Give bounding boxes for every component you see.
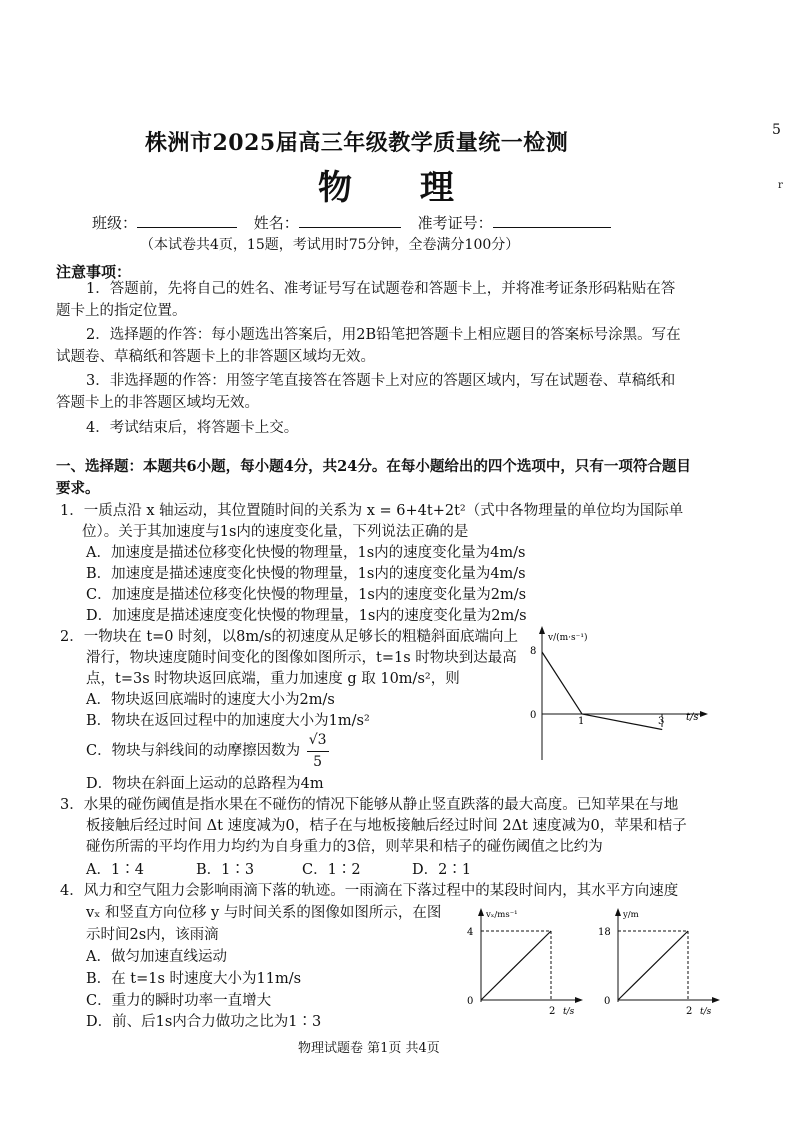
fraction-numerator: √3 [307, 730, 329, 752]
name-blank[interactable] [299, 213, 401, 228]
q2-option-c-fraction [307, 730, 329, 773]
fraction-denominator: 5 [313, 754, 323, 770]
q2-stem-line3: 点，t=3s 时物块返回底端，重力加速度 g 取 10m/s²，则 [86, 671, 460, 687]
q2-xtick-1: 1 [578, 716, 585, 727]
q4b-xtick-2: 2 [686, 1006, 693, 1016]
q4a-vx-line [481, 931, 551, 1000]
page-edge-number: 5 [772, 122, 781, 138]
q4-stem-line1: 4．风力和空气阻力会影响雨滴下落的轨迹。一雨滴在下落过程中的某段时间内，其水平方向速度 [60, 883, 679, 899]
q2-option-a: A．物块返回底端时的速度大小为2m/s [86, 692, 335, 708]
q3-stem-line1: 3．水果的碰伤阈值是指水果在不碰伤的情况下能够从静止竖直跌落的最大高度。已知苹果在与地 [60, 797, 679, 813]
subject-title: 物 理 [318, 168, 482, 208]
q4b-ytick-0: 0 [604, 996, 611, 1007]
q2-option-c [86, 730, 329, 773]
q3-option-a: A．1∶4 [86, 862, 144, 878]
exam-info: （本试卷共4页，15题，考试用时75分钟，全卷满分100分） [140, 237, 520, 253]
q4b-ytick-18: 18 [598, 927, 611, 938]
q2-ytick-0: 0 [530, 710, 537, 721]
q1-stem-line1: 1．一质点沿 x 轴运动，其位置随时间的关系为 x = 6+4t+2t²（式中各物理量的单位均为国际单 [60, 503, 684, 519]
section-1-heading: 一、选择题：本题共6小题，每小题4分，共24分。在每小题给出的四个选项中，只有一项符合题目要求。 [56, 458, 691, 497]
q4-stem-line3: 示时间2s内，该雨滴 [86, 927, 219, 943]
q3-option-d: D．2∶1 [412, 862, 472, 878]
q4-option-c: C．重力的瞬时功率一直增大 [86, 993, 272, 1009]
q4b-ylabel: y/m [623, 910, 639, 920]
q2-stem-line2: 滑行，物块速度随时间变化的图像如图所示，t=1s 时物块到达最高 [86, 650, 517, 666]
q4-option-d: D．前、后1s内合力做功之比为1∶3 [86, 1014, 322, 1030]
page-footer: 物理试题卷 第1页 共4页 [298, 1041, 440, 1056]
q2-y-arrow [539, 626, 545, 634]
q3-option-b: B．1∶3 [196, 862, 255, 878]
q3-stem-line2: 板接触后经过时间 Δt 速度减为0，桔子在与地板接触后经过时间 2Δt 速度减为0，苹果和桔子 [86, 818, 687, 834]
q2-velocity-line [542, 652, 665, 730]
q1-option-a: A．加速度是描述位移变化快慢的物理量，1s内的速度变化量为4m/s [86, 545, 526, 561]
q4a-ytick-4: 4 [467, 927, 474, 938]
q2-xlabel: t/s [686, 712, 699, 723]
q4-option-a: A．做匀加速直线运动 [86, 949, 227, 965]
q2-stem-line1: 2．一物块在 t=0 时刻，以8m/s的初速度从足够长的粗糙斜面底端向上 [60, 629, 518, 645]
student-info-fields [92, 212, 611, 233]
exam-id-label: 准考证号： [417, 214, 493, 232]
q4b-y-line [618, 931, 688, 1000]
q4b-xlabel: t/s [700, 1007, 712, 1016]
q4-vx-graph [455, 904, 585, 1016]
q4a-ylabel: vₓ/ms⁻¹ [486, 910, 518, 920]
q2-vt-graph [520, 624, 720, 764]
q1-option-d: D．加速度是描述速度变化快慢的物理量，1s内的速度变化量为2m/s [86, 608, 527, 624]
q1-stem-line2: 位）。关于其加速度与1s内的速度变化量，下列说法正确的是 [82, 524, 469, 540]
q4a-ytick-0: 0 [467, 996, 474, 1007]
q4b-x-arrow [712, 997, 720, 1003]
class-blank[interactable] [137, 213, 237, 228]
page-edge-mark: r [778, 180, 783, 191]
q2-option-b: B．物块在返回过程中的加速度大小为1m/s² [86, 713, 370, 729]
q3-stem-line3: 碰伤所需的平均作用力均约为自身重力的3倍，则苹果和桔子的碰伤阈值之比约为 [86, 839, 603, 855]
q2-option-d: D．物块在斜面上运动的总路程为4m [86, 776, 324, 792]
name-label: 姓名： [253, 214, 299, 232]
q4b-y-arrow [615, 908, 621, 916]
q2-option-c-text: C．物块与斜线间的动摩擦因数为 [86, 743, 301, 759]
q4-y-graph [592, 904, 722, 1016]
q2-xtick-3: 3 [658, 716, 665, 727]
q4a-xlabel: t/s [563, 1007, 575, 1016]
q2-x-arrow [700, 711, 708, 717]
exam-id-blank[interactable] [493, 213, 611, 228]
notice-item-3: 3．非选择题的作答：用签字笔直接答在答题卡上对应的答题区域内，写在试题卷、草稿纸和答题卡上的非答题区域均无效。 [56, 373, 676, 411]
q4a-xtick-2: 2 [549, 1006, 556, 1016]
q4-option-b: B．在 t=1s 时速度大小为11m/s [86, 971, 302, 987]
q2-ylabel: v/(m·s⁻¹) [548, 633, 588, 643]
q4-stem-line2: vₓ 和竖直方向位移 y 与时间关系的图像如图所示，在图 [86, 905, 442, 921]
notice-item-1: 1．答题前，先将自己的姓名、准考证号写在试题卷和答题卡上，并将准考证条形码粘贴在答题卡上的指定位置。 [56, 281, 676, 319]
q4a-y-arrow [478, 908, 484, 916]
q3-option-c: C．1∶2 [302, 862, 361, 878]
q2-ytick-8: 8 [530, 646, 537, 657]
notice-item-2: 2．选择题的作答：每小题选出答案后，用2B铅笔把答题卡上相应题目的答案标号涂黑。写在试题卷、草稿纸和答题卡上的非答题区域均无效。 [56, 327, 681, 365]
notice-heading: 注意事项： [56, 263, 132, 281]
q4a-x-arrow [575, 997, 583, 1003]
q1-option-c: C．加速度是描述位移变化快慢的物理量，1s内的速度变化量为2m/s [86, 587, 527, 603]
q1-option-b: B．加速度是描述速度变化快慢的物理量，1s内的速度变化量为4m/s [86, 566, 526, 582]
class-label: 班级： [92, 214, 138, 232]
exam-title: 株洲市2025届高三年级教学质量统一检测 [145, 130, 569, 156]
notice-item-4: 4．考试结束后，将答题卡上交。 [86, 420, 299, 436]
